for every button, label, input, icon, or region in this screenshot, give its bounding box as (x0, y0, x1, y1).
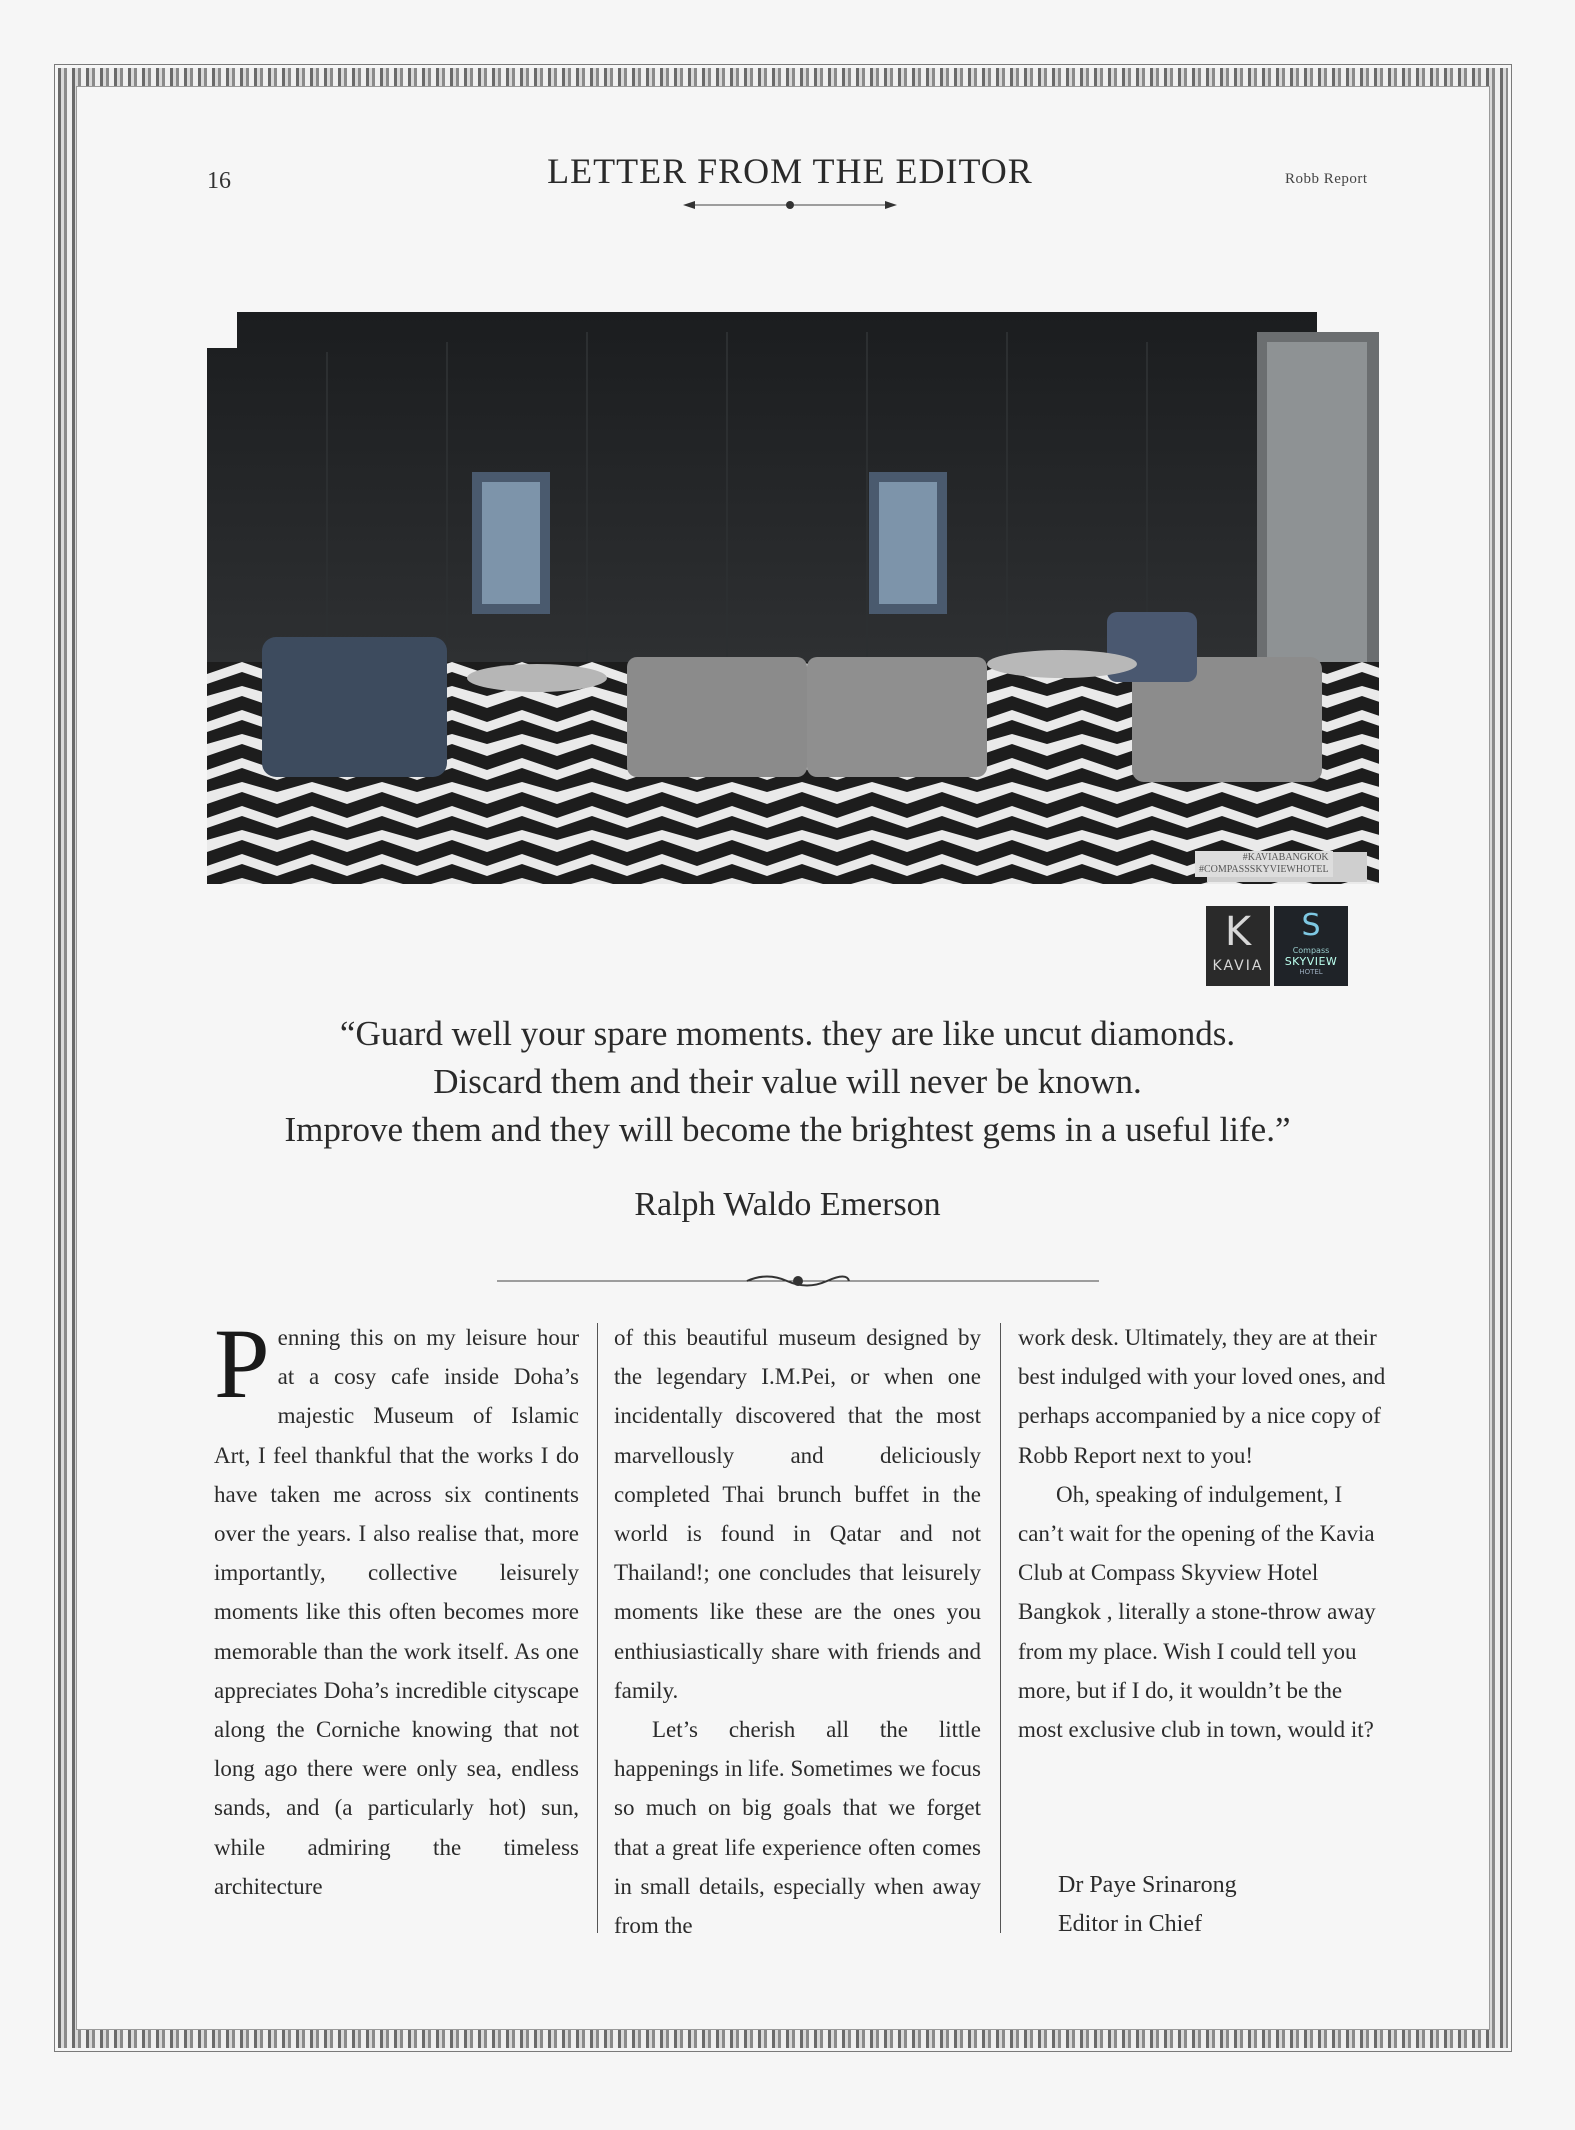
kavia-logo (1206, 906, 1270, 986)
pull-quote (200, 1010, 1375, 1154)
paragraph: Let’s cherish all the little happenings in life. Sometimes we focus so much on big goals that we forget that a great life experience often comes in small details, especially when away from the (614, 1717, 981, 1939)
section-divider-icon (497, 1272, 1099, 1290)
lounge-photo (207, 312, 1379, 884)
title-ornament-icon (675, 197, 905, 213)
hashtag: #KAVIABANGKOK (1242, 852, 1329, 863)
page-number: 16 (207, 168, 231, 194)
quote-line: Discard them and their value will never be known. (433, 1062, 1142, 1101)
signature (1058, 1866, 1237, 1944)
article-column-2 (614, 1318, 981, 1945)
quote-line: Improve them and they will become the brightest gems in a useful life.” (284, 1110, 1291, 1149)
column-text: enning this on my leisure hour at a cosy cafe inside Doha’s majestic Museum of Islamic Art, I feel thankful that the works I do have taken me across six continents over the years. I also realise that, more importantly, collective leisurely moments like this often becomes more memorable than the work itself. As one appreciates Doha’s incredible cityscape along the Corniche knowing that not long ago there were only sea, endless sands, and (a particularly hot) sun, while admiring the timeless architecture (214, 1325, 579, 1899)
column-rule (1000, 1323, 1001, 1933)
quote-author: Ralph Waldo Emerson (634, 1186, 941, 1223)
signature-name: Dr Paye Srinarong (1058, 1872, 1237, 1898)
photo-hashtags (1195, 851, 1333, 877)
skyview-s-icon: S (1301, 908, 1321, 943)
paragraph: Oh, speaking of indulgement, I can’t wait for the opening of the Kavia Club at Compass Skyview Hotel Bangkok , literally a stone-throw away from my place. Wish I could tell you more, but if I do, it wouldn’t be the most exclusive club in town, would it? (1018, 1481, 1376, 1743)
signature-title: Editor in Chief (1058, 1911, 1202, 1937)
kavia-mark: K (1224, 909, 1252, 955)
skyview-logo (1274, 906, 1348, 986)
paragraph: of this beautiful museum designed by the legendary I.M.Pei, or when one incidentally discovered that the most marvellously and deliciously completed Thai brunch buffet in the world is found in Qatar and not Thailand!; one concludes that leisurely moments like these are the ones you enthiusiastically share with friends and family. (614, 1325, 981, 1703)
drop-cap: P (214, 1308, 270, 1419)
column-rule (597, 1323, 598, 1933)
article-column-3 (1018, 1318, 1388, 1749)
magazine-name: Robb Report (1285, 171, 1368, 187)
skyview-small-text: Compass (1292, 946, 1330, 955)
hashtag: #COMPASSSKYVIEWHOTEL (1199, 864, 1329, 875)
skyview-subtext: HOTEL (1299, 968, 1323, 976)
article-column-1 (214, 1308, 579, 1906)
skyview-wordmark: SKYVIEW (1284, 955, 1338, 968)
kavia-wordmark: KAVIA (1212, 958, 1264, 974)
page-title: LETTER FROM THE EDITOR (547, 151, 1033, 191)
paragraph: work desk. Ultimately, they are at their best indulged with your loved ones, and perhaps accompanied by a nice copy of Robb Report next to you! (1018, 1325, 1386, 1468)
quote-line: “Guard well your spare moments. they are like uncut diamonds. (339, 1014, 1236, 1053)
